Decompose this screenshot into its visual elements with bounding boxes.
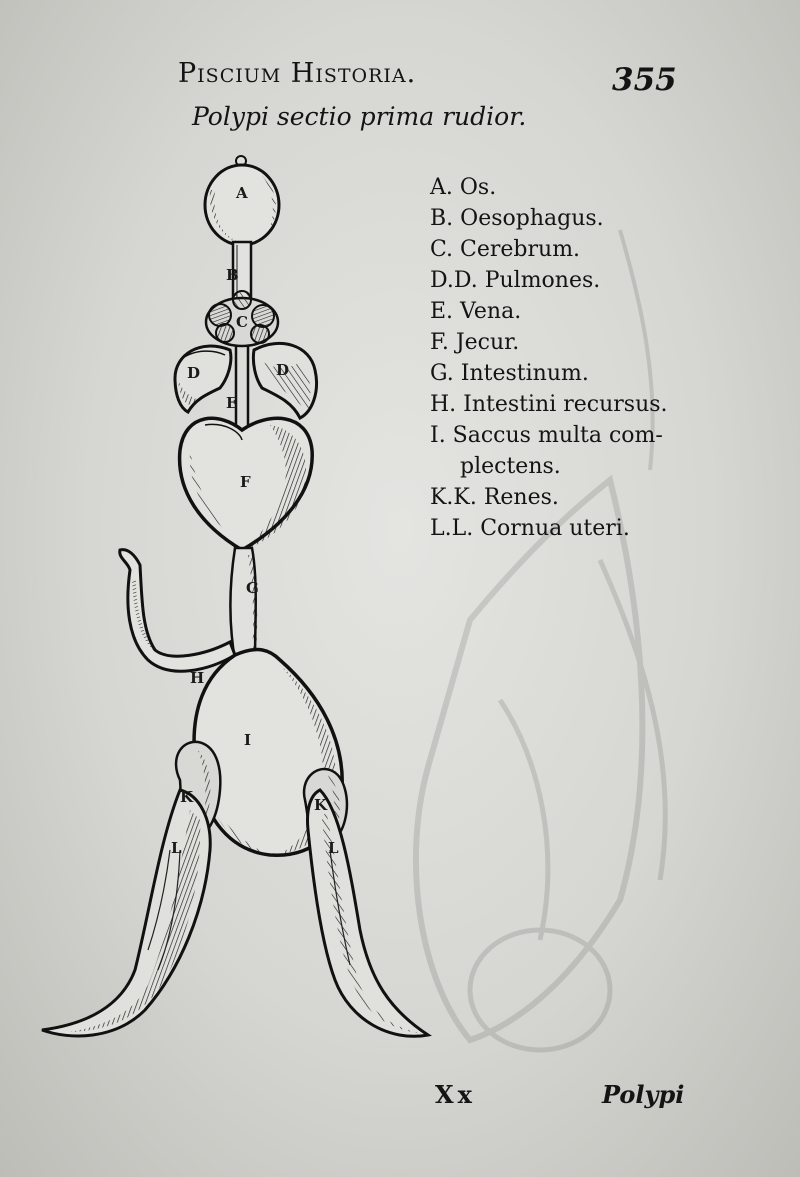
label-l-left: L bbox=[171, 839, 182, 857]
legend-item-e: E. Vena. bbox=[430, 299, 522, 324]
label-f: F bbox=[240, 473, 251, 491]
legend-item-h: H. Intestini recursus. bbox=[430, 392, 668, 417]
page-number: 355 bbox=[612, 62, 677, 98]
legend-item-l: L.L. Cornua uteri. bbox=[430, 516, 630, 541]
signature-mark: Xx bbox=[435, 1080, 476, 1109]
legend-item-i: I. Saccus multa com- bbox=[430, 423, 663, 448]
label-k-right: K bbox=[314, 796, 328, 814]
legend-item-f: F. Jecur. bbox=[430, 330, 520, 355]
label-g: G bbox=[246, 579, 259, 597]
label-d-left: D bbox=[187, 364, 201, 382]
octopus-anatomy-woodcut bbox=[30, 150, 450, 1060]
label-b: B bbox=[226, 266, 239, 284]
uterine-horn-right bbox=[308, 790, 429, 1036]
lung-right bbox=[253, 343, 316, 418]
legend-item-g: G. Intestinum. bbox=[430, 361, 589, 386]
figure-caption: Polypi sectio prima rudior. bbox=[192, 102, 527, 131]
legend-item-i-continued: plectens. bbox=[460, 454, 561, 479]
label-k-left: K bbox=[180, 788, 194, 806]
legend-item-d: D.D. Pulmones. bbox=[430, 268, 601, 293]
label-c: C bbox=[236, 313, 248, 331]
label-e: E bbox=[226, 394, 238, 412]
label-i: I bbox=[244, 731, 252, 749]
label-l-right: L bbox=[328, 839, 339, 857]
uterine-horn-left bbox=[42, 790, 210, 1036]
catchword: Polypi bbox=[602, 1080, 685, 1109]
label-d-right: D bbox=[276, 361, 290, 379]
running-title: Piscium Historia. bbox=[178, 58, 417, 89]
intestine-recursus bbox=[120, 550, 235, 672]
legend-item-a: A. Os. bbox=[430, 175, 497, 200]
intestine bbox=[230, 548, 257, 660]
legend-item-k: K.K. Renes. bbox=[430, 485, 559, 510]
lung-left bbox=[175, 346, 231, 412]
label-h: H bbox=[190, 669, 205, 687]
label-a: A bbox=[236, 184, 248, 202]
figure-legend bbox=[430, 172, 668, 544]
legend-item-b: B. Oesophagus. bbox=[430, 206, 604, 231]
legend-item-c: C. Cerebrum. bbox=[430, 237, 581, 262]
